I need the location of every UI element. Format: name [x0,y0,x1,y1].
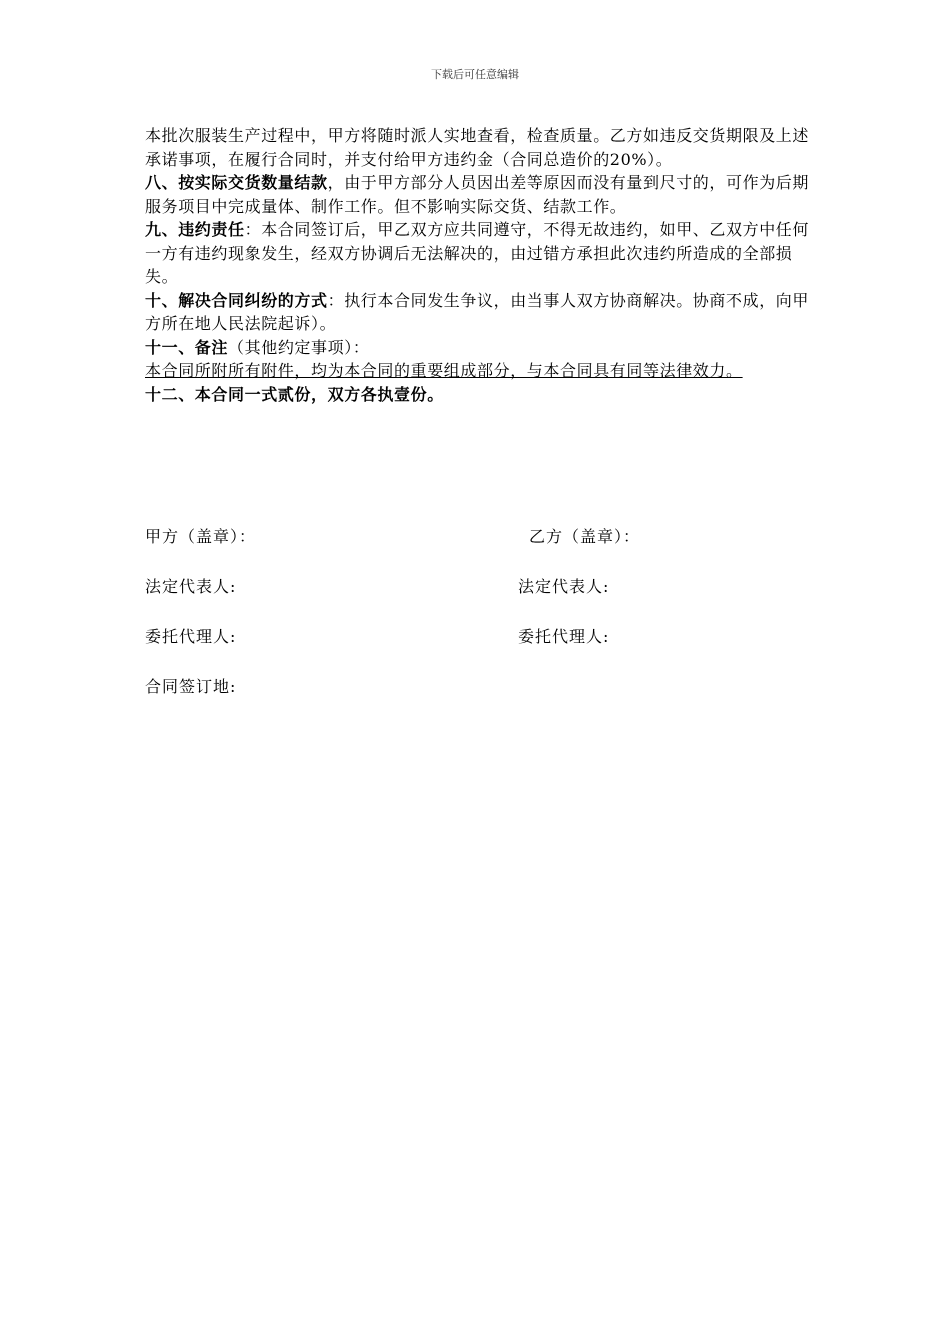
party-b-seal-label: 乙方（盖章）： [529,527,641,546]
intro-paragraph: 本批次服装生产过程中，甲方将随时派人实地查看，检查质量。乙方如违反交货期限及上述承诺事项，在履行合同时，并支付给甲方违约金（合同总造价的20%）。 [145,126,810,169]
clause-9 [145,218,815,289]
seal-row [145,524,815,574]
sign-place-label: 合同签订地: [145,677,237,696]
clause-10-body: ：执行本合同发生争议，由当事人双方协商解决。协商不成，向甲方所在地人民法院起诉）。 [145,290,810,333]
legal-rep-row [145,574,815,624]
clause-10 [145,289,815,336]
clause-9-title: 九、违约责任 [145,220,245,239]
clause-10-title: 十、解决合同纠纷的方式 [145,290,328,310]
agent-row [145,624,815,674]
signature-block [145,524,815,724]
clause-8 [145,171,815,218]
sign-place-row [145,674,815,724]
clause-8-body: ，由于甲方部分人员因出差等原因而没有量到尺寸的，可作为后期服务项目中完成量体、制作工作。但不影响实际交货、结款工作。 [145,173,810,216]
remark-text: 本合同所附所有附件，均为本合同的重要组成部分，与本合同具有同等法律效力。 [145,361,743,380]
clause-8-title: 八、按实际交货数量结款 [145,173,328,192]
party-a-seal-label: 甲方（盖章）： [145,527,257,546]
clause-12: 十二、本合同一式贰份，双方各执壹份。 [145,384,444,404]
clause-9-body: ：本合同签订后，甲乙双方应共同遵守，不得无故违约，如甲、乙双方中任何一方有违约现象发生，经双方协调后无法解决的，由过错方承担此次违约所造成的全部损失。 [145,220,810,286]
party-b-legal-rep-label: 法定代表人: [518,577,610,596]
contract-body [145,124,815,406]
party-a-agent-label: 委托代理人: [145,627,237,646]
clause-11-title: 十一、备注 [145,337,229,357]
party-b-agent-label: 委托代理人: [518,627,610,646]
clause-11-body: （其他约定事项）： [228,337,370,357]
party-a-legal-rep-label: 法定代表人: [145,577,237,596]
header-note: 下载后可任意编辑 [431,68,519,81]
clause-11 [145,336,815,360]
